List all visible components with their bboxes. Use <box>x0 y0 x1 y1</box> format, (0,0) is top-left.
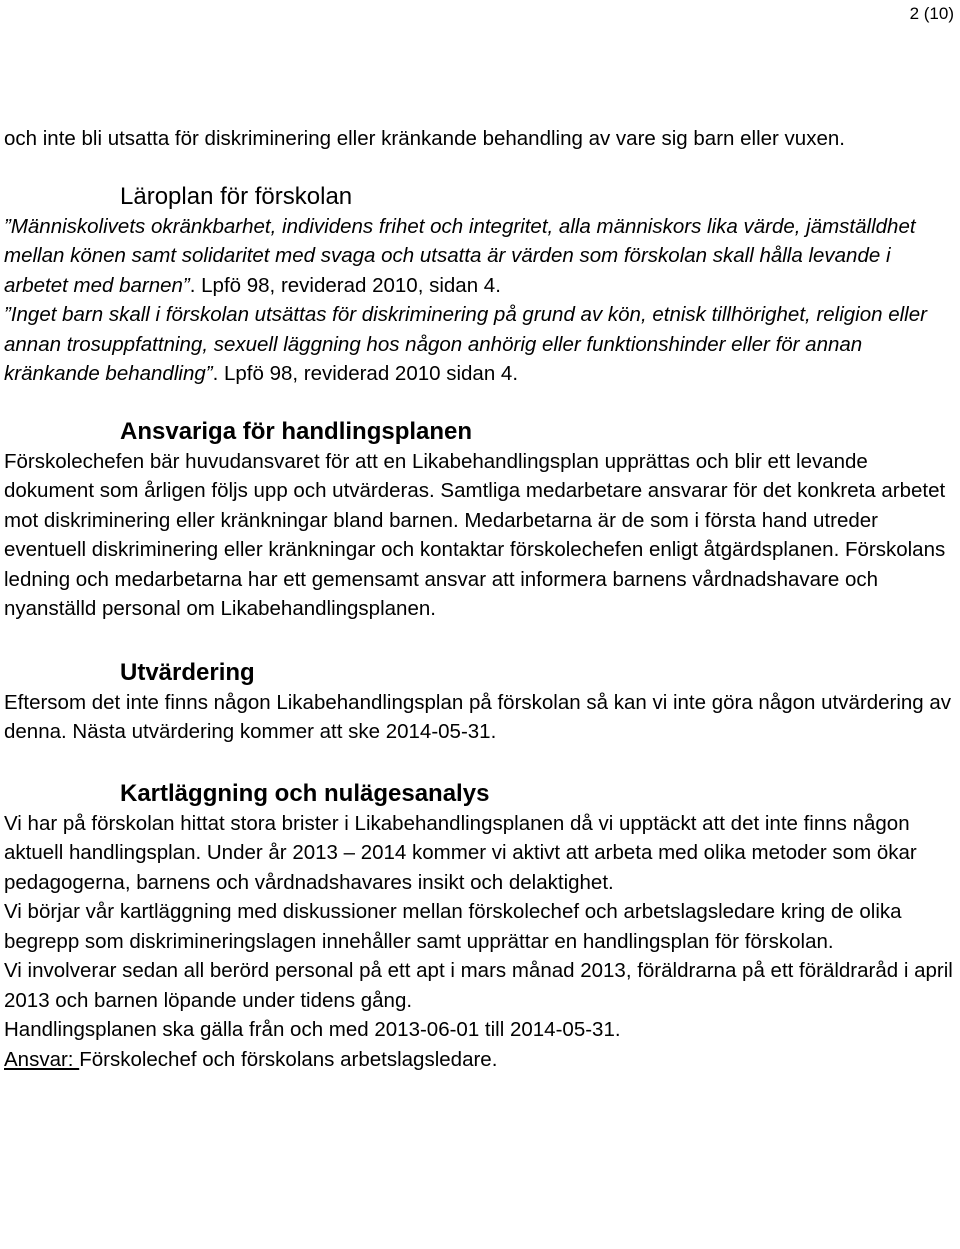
intro-paragraph: och inte bli utsatta för diskriminering eller kränkande behandling av vare sig barn eller vuxen. <box>4 127 845 150</box>
kartlaggning-paragraph-3: Vi involverar sedan all berörd personal på ett apt i mars månad 2013, föräldrarna på ett föräldraråd i april 2013 och barnen löpande under tidens gång. <box>4 959 953 1012</box>
ansvariga-paragraph: Förskolechefen bär huvudansvaret för att en Likabehandlingsplan upprättas och blir ett levande dokument som årligen följs upp och utvärderas. Samtliga medarbetare ansvarar för det konkreta arbetet mot diskriminering eller kränkningar bland barnen. Medarbetarna är de som i första hand utreder eventuell diskriminering eller kränkningar och kontaktar förskolechefen enligt åtgärdsplanen. Förskolans ledning och medarbetarna har ett gemensamt ansvar att informera barnens vårdnadshavare och nyanställd personal om Likabehandlingsplanen. <box>4 449 946 620</box>
ansvar-label: Ansvar: <box>4 1047 80 1071</box>
kartlaggning-paragraph-2: Vi börjar vår kartläggning med diskussioner mellan förskolechef och arbetslagsledare kring de olika begrepp som diskrimineringslagen innehåller samt upprättar en handlingsplan för förskolan. <box>4 900 902 953</box>
page-number: 2 (10) <box>909 4 954 23</box>
laroplan-quote-1 <box>4 212 958 301</box>
heading-laroplan: Läroplan för förskolan <box>120 182 353 210</box>
quote-1-text: ”Människolivets okränkbarhet, individens frihet och integritet, alla människors lika värde, jämställdhet mellan könen samt solidaritet med svaga och utsatta är värden som förskolan skall hålla levande i arbetet med barnen” <box>4 214 916 297</box>
heading-utvardering: Utvärdering <box>120 658 255 686</box>
ansvar-text: Förskolechef och förskolans arbetslagsledare. <box>79 1047 498 1071</box>
heading-ansvariga: Ansvariga för handlingsplanen <box>120 417 473 445</box>
document-body <box>4 124 958 1074</box>
ansvar-line <box>4 1045 958 1075</box>
kartlaggning-paragraph-1: Vi har på förskolan hittat stora brister i Likabehandlingsplanen då vi upptäckt att det inte finns någon aktuell handlingsplan. Under år 2013 – 2014 kommer vi aktivt att arbeta med olika metoder som ökar pedagogerna, barnens och vårdnadshavares insikt och delaktighet. <box>4 811 917 894</box>
heading-kartlaggning: Kartläggning och nulägesanalys <box>120 779 490 807</box>
laroplan-quote-2 <box>4 300 958 389</box>
utvardering-paragraph: Eftersom det inte finns någon Likabehandlingsplan på förskolan så kan vi inte göra någon utvärdering av denna. Nästa utvärdering kommer att ske 2014-05-31. <box>4 690 952 743</box>
quote-2-reference: . Lpfö 98, reviderad 2010 sidan 4. <box>212 362 519 385</box>
quote-1-reference: . Lpfö 98, reviderad 2010, sidan 4. <box>189 273 501 297</box>
kartlaggning-paragraph-4: Handlingsplanen ska gälla från och med 2013-06-01 till 2014-05-31. <box>4 1018 621 1041</box>
quote-2-text: ”Inget barn skall i förskolan utsättas för diskriminering på grund av kön, etnisk tillhörighet, religion eller annan trosuppfattning, sexuell läggning hos någon anhörig eller funktionshinder eller för annan kränkande behandling” <box>4 303 927 385</box>
